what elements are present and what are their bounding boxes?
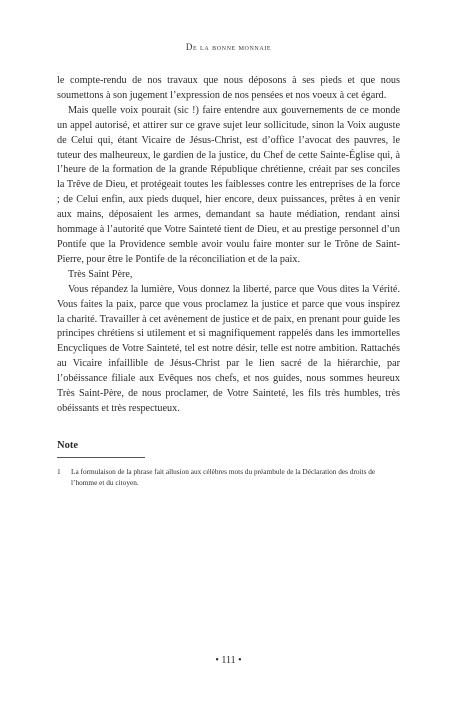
footnote-number: 1 — [57, 467, 61, 476]
notes-heading: Note — [57, 440, 78, 451]
footnote — [57, 467, 400, 488]
paragraph: le compte-rendu de nos travaux que nous déposons à ses pieds et que nous soumettons à son jugement l’expression de nos pensées et nos voeux à cet égard. — [57, 75, 400, 101]
body-text — [57, 74, 400, 417]
paragraph: Vous répandez la lumière, Vous donnez la liberté, parce que Vous dites la Vérité. Vous faites la paix, parce que vous proclamez la justice et parce que vous inspirez la charité. Travailler à cet avènement de justice et de paix, en prenant pour guide les principes chrétiens si utilement et si magnifiquement rappelés dans les immortelles Encycliques de Votre Sainteté, tel est notre désir, telle est notre ambition. Rattachés au Vicaire infaillible de Jésus-Christ par le lien sacré de la hiérarchie, par l’obéissance filiale aux Evêques nos chefs, et nos guides, nous sommes heureux Très Saint-Père, de nous proclamer, de Votre Sainteté, les fils très humbles, très obéissants et très respectueux. — [57, 283, 400, 414]
running-head: De la bonne monnaie — [185, 42, 272, 52]
notes-divider — [57, 457, 145, 458]
footnote-text: La formulaison de la phrase fait allusion aux célèbres mots du préambule de la Déclaration des droits de l’homme et du citoyen. — [71, 467, 376, 487]
salutation: Très Saint Père, — [68, 268, 133, 280]
paragraph: Mais quelle voix pourait (sic !) faire entendre aux gouvernements de ce monde un appel autorisé, et attirer sur ce grave sujet leur sollicitude, sinon la Voix auguste de Celui qui, étant Vicaire de Jésus-Christ, est d’office l’avocat des pauvres, le tuteur des malheureux, le gardien de la justice, du Chef de cette Sainte-Église qui, à l’heure de la formation de la grande République chrétienne, créait par ses conciles la Trêve de Dieu, et protégeait toutes les faiblesses contre les entreprises de la force ; de Celui enfin, aux pieds duquel, hier encore, deux puissances, prêtes à en venir aux mains, déposaient les armes, demandant sa haute médiation, rendant ainsi hommage à l’autorité que Votre Sainteté tient de Dieu, et au prestige personnel d’un Pontife que la Providence semble avoir voulu faire monter sur le Trône de Saint-Pierre, pour être le Pontife de la réconciliation et de la paix. — [57, 104, 400, 265]
page-number: • 111 • — [215, 655, 242, 666]
